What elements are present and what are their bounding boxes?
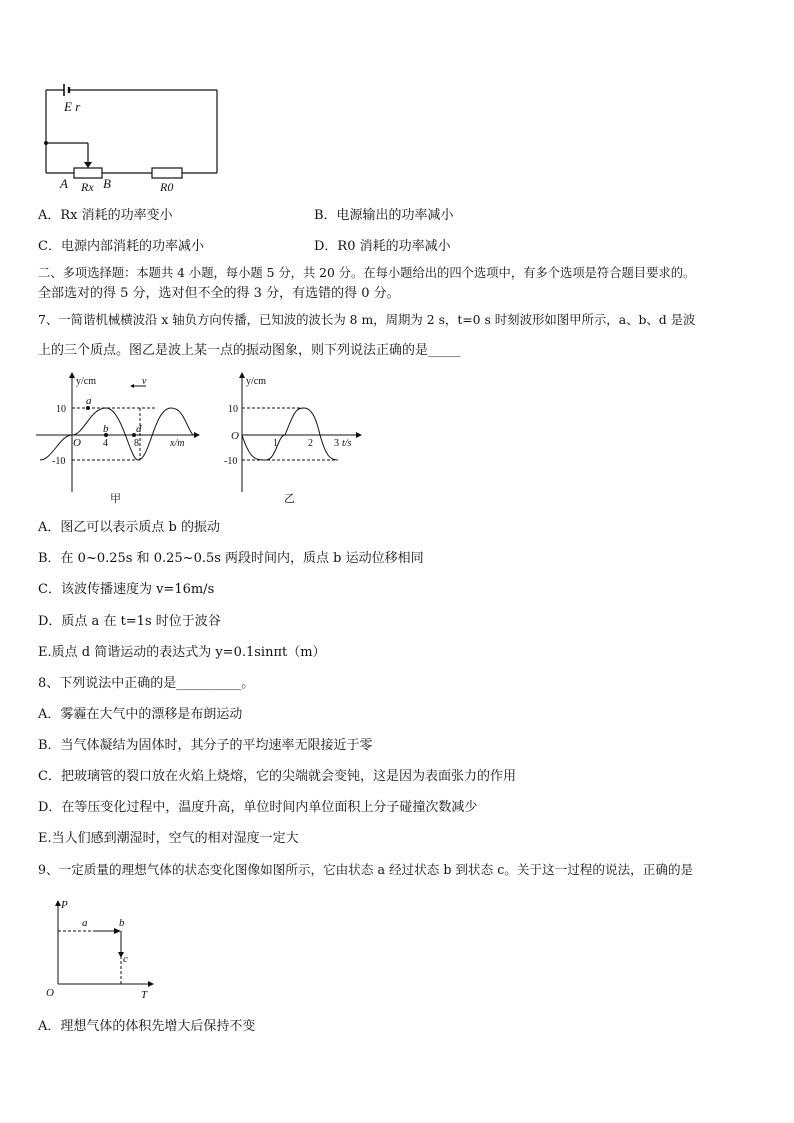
jia-y-bottom: -10 xyxy=(52,456,66,467)
q7-option-a: A．图乙可以表示质点 b 的振动 xyxy=(38,520,220,535)
jia-v-label: v xyxy=(142,376,147,387)
q6-option-c: C．电源内部消耗的功率减小 xyxy=(38,239,204,254)
pt-point-c: c xyxy=(123,953,128,965)
jia-caption: 甲 xyxy=(110,493,121,505)
yi-y-bottom: -10 xyxy=(224,456,238,467)
section2-line1: 二、多项选择题：本题共 4 小题，每小题 5 分，共 20 分。在每小题给出的四个选项中，有多个选项是符合题目要求的。 xyxy=(38,266,696,280)
q7-option-c: C．该波传播速度为 v=16m/s xyxy=(38,582,215,597)
vibration-graph-yi xyxy=(224,372,368,512)
label-b: B xyxy=(103,176,111,191)
jia-tick-8: 8 xyxy=(134,438,139,449)
q8-option-c: C．把玻璃管的裂口放在火焰上烧熔，它的尖端就会变钝，这是因为表面张力的作用 xyxy=(38,769,516,784)
q6-option-a: A．Rx 消耗的功率变小 xyxy=(38,208,173,223)
q7-option-d: D．质点 a 在 t=1s 时位于波谷 xyxy=(38,614,221,629)
yi-xlabel: t/s xyxy=(342,438,352,449)
yi-caption: 乙 xyxy=(284,493,295,505)
jia-point-a: a xyxy=(86,395,92,407)
jia-xlabel: x/m xyxy=(170,438,185,449)
pt-ylabel: P xyxy=(61,899,68,911)
pt-origin: O xyxy=(46,987,54,999)
jia-tick-4: 4 xyxy=(103,438,108,449)
label-r0: R0 xyxy=(160,180,174,194)
yi-tick-1: 1 xyxy=(273,438,278,449)
q9-option-a: A．理想气体的体积先增大后保持不变 xyxy=(38,1019,256,1034)
pt-point-a: a xyxy=(82,917,88,929)
section2-line2: 全部选对的得 5 分，选对但不全的得 3 分，有选错的得 0 分。 xyxy=(38,286,400,301)
q7-stem-line2: 上的三个质点。图乙是波上某一点的振动图象，则下列说法正确的是_____ xyxy=(38,343,461,358)
q8-option-e: E.当人们感到潮湿时，空气的相对湿度一定大 xyxy=(38,831,299,846)
yi-y-top: 10 xyxy=(228,404,238,415)
yi-ylabel: y/cm xyxy=(246,376,266,387)
q8-option-b: B．当气体凝结为固体时，其分子的平均速率无限接近于零 xyxy=(38,738,373,753)
q9-stem: 9、一定质量的理想气体的状态变化图像如图所示，它由状态 a 经过状态 b 到状态 c。关于这一过程的说法，正确的是 xyxy=(38,862,694,877)
jia-origin: O xyxy=(73,437,81,449)
yi-tick-3: 3 xyxy=(334,438,339,449)
q7-stem-line1: 7、一简谐机械横波沿 x 轴负方向传播，已知波的波长为 8 m，周期为 2 s，t=0 s 时刻波形如图甲所示，a、b、d 是波 xyxy=(38,312,696,327)
jia-ylabel: y/cm xyxy=(76,376,96,387)
pt-point-b: b xyxy=(119,917,125,929)
label-er: E r xyxy=(64,99,81,114)
pt-xlabel: T xyxy=(141,989,148,1001)
q8-stem: 8、下列说法中正确的是__________。 xyxy=(38,676,255,691)
q7-option-e: E.质点 d 简谐运动的表达式为 y=0.1sinπt（m） xyxy=(38,645,326,660)
yi-tick-2: 2 xyxy=(308,438,313,449)
label-rx: Rx xyxy=(81,180,94,194)
pt-graph xyxy=(44,896,164,1006)
wave-graph-jia xyxy=(36,372,206,512)
q7-option-b: B．在 0~0.25s 和 0.25~0.5s 两段时间内，质点 b 运动位移相同 xyxy=(38,551,424,566)
label-a: A xyxy=(60,176,68,191)
yi-origin: O xyxy=(231,430,239,442)
jia-point-d: d xyxy=(136,423,142,435)
jia-y-top: 10 xyxy=(56,404,66,415)
q8-option-a: A．雾霾在大气中的漂移是布朗运动 xyxy=(38,707,243,722)
q6-option-d: D．R0 消耗的功率减小 xyxy=(314,239,451,254)
q8-option-d: D．在等压变化过程中，温度升高，单位时间内单位面积上分子碰撞次数减少 xyxy=(38,800,478,815)
q6-option-b: B．电源输出的功率减小 xyxy=(314,208,454,223)
jia-point-b: b xyxy=(103,423,109,435)
circuit-diagram xyxy=(40,78,240,193)
